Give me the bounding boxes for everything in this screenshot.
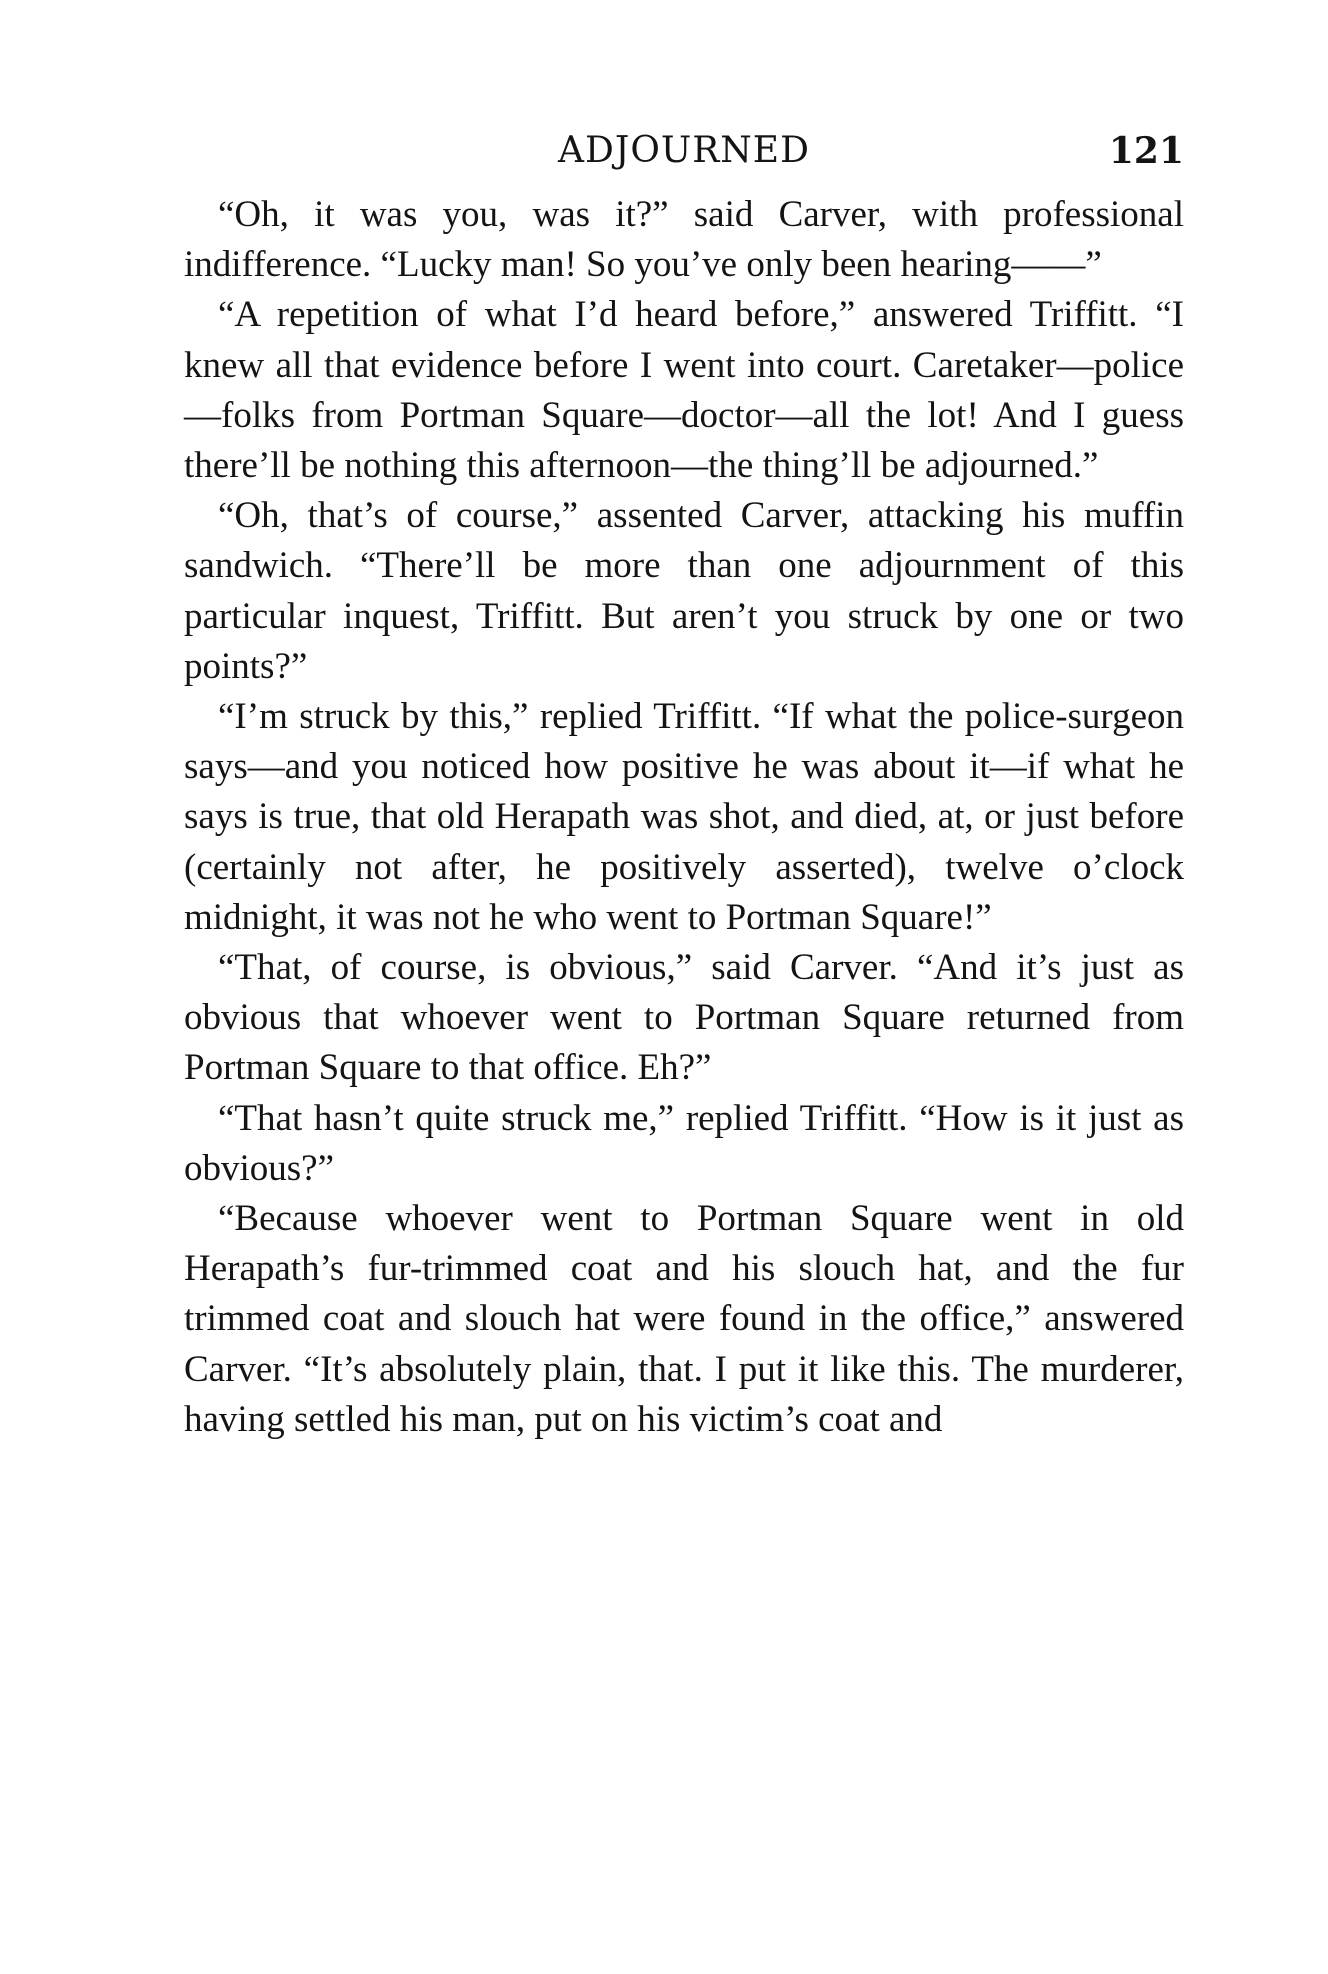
body-text: [184, 190, 1184, 1445]
page-header: [184, 126, 1184, 182]
paragraph: “I’m struck by this,” replied Triffitt. “If what the police-surgeon says—and you noticed how positive he was about it—if what he says is true, that old Herapath was shot, and died, at, or just before (certainly not after, he positively asserted), twelve o’clock midnight, it was not he who went to Portman Square!”: [184, 696, 1184, 938]
paragraph: “That hasn’t quite struck me,” replied Triffitt. “How is it just as obvious?”: [184, 1097, 1184, 1189]
paragraph: “Oh, it was you, was it?” said Carver, with professional indifference. “Lucky man! So you’ve only been hearing——”: [184, 194, 1184, 286]
paragraph: “A repetition of what I’d heard before,” answered Triffitt. “I knew all that evidence before I went into court. Caretaker—police—folks from Portman Square—doctor—all the lot! And I guess there’ll be nothing this afternoon—the thing’ll be adjourned.”: [184, 294, 1184, 487]
paragraph: “That, of course, is obvious,” said Carver. “And it’s just as obvious that whoever went to Portman Square returned from Portman Square to that office. Eh?”: [184, 947, 1184, 1089]
paragraph: “Oh, that’s of course,” assented Carver, attacking his muffin sandwich. “There’ll be more than one adjournment of this particular inquest, Triffitt. But aren’t you struck by one or two points?”: [184, 495, 1184, 687]
paragraph: “Because whoever went to Portman Square went in old Herapath’s fur-trimmed coat and his slouch hat, and the fur trimmed coat and slouch hat were found in the office,” answered Carver. “It’s absolutely plain, that. I put it like this. The murderer, having settled his man, put on his victim’s coat and: [184, 1198, 1184, 1440]
running-title: ADJOURNED: [558, 130, 810, 171]
page-number: 121: [1108, 130, 1184, 172]
